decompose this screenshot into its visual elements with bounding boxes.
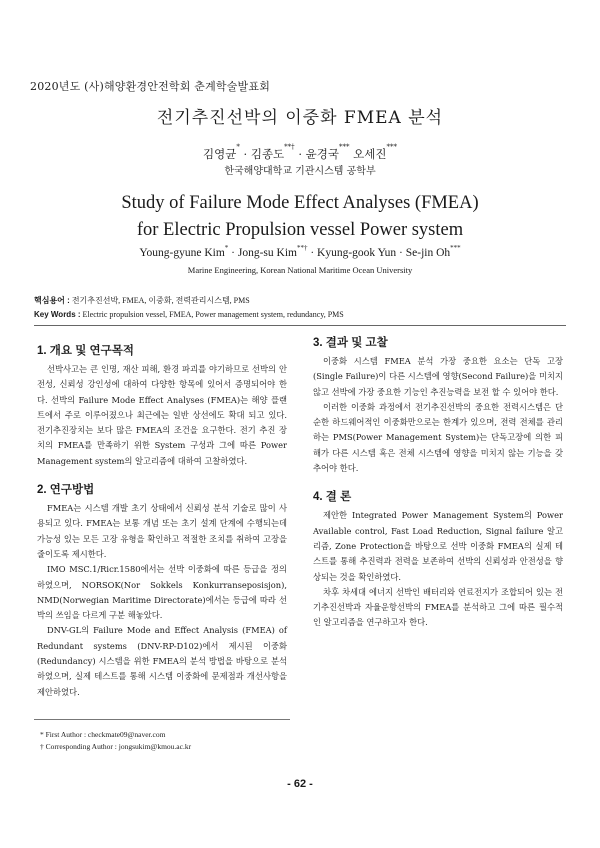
section-1-paragraph: 선박사고는 큰 인명, 재산 피해, 환경 파괴를 야기하므로 선박의 안전성, 신뢰성 강인성에 대하여 다양한 항목에 있어서 증명되어야 한다. 선박의 Failure Mode Effect Analyses (FMEA)는 해양 플랜트에서 주로 이루어졌으나 최근에는 일반 상선에도 확대 되고 있다. 전기추진장치는 보다 많은 FMEA의 조건을 요구한다. 전기 추진 장치의 FMEA를 만족하기 위한 System 구성과 그에 따른 Power Management system의 알고리즘에 대하여 고찰하였다. xyxy=(37,364,287,466)
english-affiliation: Marine Engineering, Korean National Maritime Ocean University xyxy=(187,265,413,275)
author-name: · Jong-su Kim xyxy=(228,247,297,259)
korean-authors xyxy=(0,143,600,162)
author-mark: * xyxy=(224,244,229,252)
korean-affiliation: 한국해양대학교 기관시스템 공학부 xyxy=(224,166,376,177)
author-name: 윤경국 xyxy=(305,147,339,161)
english-title-line-2: for Electric Propulsion vessel Power system xyxy=(136,220,464,240)
section-2-heading: 2. 연구방법 xyxy=(37,484,95,497)
section-3-paragraph: 이러한 이중화 과정에서 전기추진선박의 중요한 전력시스템은 단순한 하드웨어적인 이중화만으로는 한계가 있으며, 전력 전체를 관리하는 PMS(Power Management System)는 단독고장에 의한 피해가 다른 시스템 혹은 전체 시스템에 영향을 미치지 않는 기능을 갖추어야 한다. xyxy=(313,401,563,474)
english-authors xyxy=(0,244,600,259)
keywords-korean-text: 전기추진선박, FMEA, 이중화, 전력관리시스템, PMS xyxy=(69,296,250,305)
conference-header: 2020년도 (사)해양환경안전학회 춘계학술발표회 xyxy=(30,80,271,93)
keywords-english xyxy=(34,308,344,322)
keywords-english-label: Key Words : xyxy=(34,310,81,319)
section-divider xyxy=(34,325,566,326)
author-mark: *** xyxy=(450,244,461,252)
author-mark: **† xyxy=(296,244,308,252)
author-mark: **† xyxy=(284,143,295,151)
keywords-block xyxy=(34,294,344,322)
right-column xyxy=(313,334,563,631)
korean-title: 전기추진선박의 이중화 FMEA 분석 xyxy=(156,108,444,128)
author-mark: *** xyxy=(338,143,350,151)
section-2-paragraph: FMEA는 시스템 개발 초기 상태에서 신뢰성 분석 기술로 많이 사용되고 있다. FMEA는 보통 개념 또는 초기 설계 단계에 수행되는데 가능성 있는 모든 고장 유형을 확인하고 적절한 조치를 취하여 고장을 줄이도록 제시한다. xyxy=(37,503,287,559)
section-3-heading: 3. 결과 및 고찰 xyxy=(313,337,388,349)
section-3-paragraph: 이중화 시스템 FMEA 분석 가장 중요한 요소는 단독 고장 (Single Failure)이 다른 시스템에 영향(Second Failure)을 미치지 않고 선박에 가장 중요한 기능인 추진능력을 보전 할 수 있어야 한다. xyxy=(313,356,563,397)
english-title-line-1: Study of Failure Mode Effect Analyses (FMEA) xyxy=(121,193,479,213)
section-4-paragraph: 차후 차세대 에너지 선박인 배터리와 연료전지가 조합되어 있는 전기추진선박과 자율운항선박의 FMEA를 분석하고 그에 따른 필수적인 알고리즘을 연구하고자 한다. xyxy=(313,586,563,628)
section-2-paragraph: IMO MSC.1/Ricr.1580에서는 선박 이중화에 따른 등급을 정의하였으며, NORSOK(Nor Sokkels Konkurranseposisjon), NMD(Norwegian Maritime Directorate)에서는 등급에 따라 선박의 쓰임을 다르게 구분 해놓았다. xyxy=(37,564,287,621)
keywords-korean-label: 핵심용어 : xyxy=(34,296,70,305)
author-mark: * xyxy=(236,143,240,151)
section-4-paragraph: 제안한 Integrated Power Management System의 Power Available control, Fast Load Reduction, Signal failure 알고리즘, Zone Protection을 바탕으로 선박 이중화 FMEA의 실제 테스트를 통해 추진력과 전력을 보존하여 선박의 신뢰성과 안전성을 향상되는 것을 확인하였다. xyxy=(313,510,563,582)
footnote-corresponding-author: † Corresponding Author : jongsukim@kmou.ac.kr xyxy=(40,742,192,751)
left-column xyxy=(37,342,287,700)
author-mark: *** xyxy=(386,143,397,151)
author-name: 오세진 xyxy=(349,147,387,161)
author-name: 김영균 xyxy=(203,147,237,161)
english-title xyxy=(0,190,600,244)
keywords-korean xyxy=(34,294,344,308)
page-number: - 62 - xyxy=(287,778,313,790)
author-name: Young-gyune Kim xyxy=(139,247,225,259)
author-name: · Kyung-gook Yun · Se-jin Oh xyxy=(307,247,451,259)
section-4-heading: 4. 결 론 xyxy=(313,491,352,504)
author-separator: · xyxy=(294,147,306,161)
section-2-paragraph: DNV-GL의 Failure Mode and Effect Analysis (FMEA) of Redundant systems (DNV-RP-D102)에서 제시된 이중화(Redundancy) 시스템을 위한 FMEA의 분석 방법을 바탕으로 분석하였으며, 실제 테스트를 통해 시스템 이중화에 문제점과 개선사항을 제안하였다. xyxy=(37,625,287,697)
keywords-english-text: Electric propulsion vessel, FMEA, Power management system, redundancy, PMS xyxy=(80,310,344,319)
footnote-rule xyxy=(34,719,290,720)
author-separator: · xyxy=(239,147,251,161)
footnote-first-author: * First Author : checkmate09@naver.com xyxy=(40,730,166,739)
section-1-heading: 1. 개요 및 연구목적 xyxy=(37,345,134,357)
author-name: 김종도 xyxy=(250,147,285,161)
